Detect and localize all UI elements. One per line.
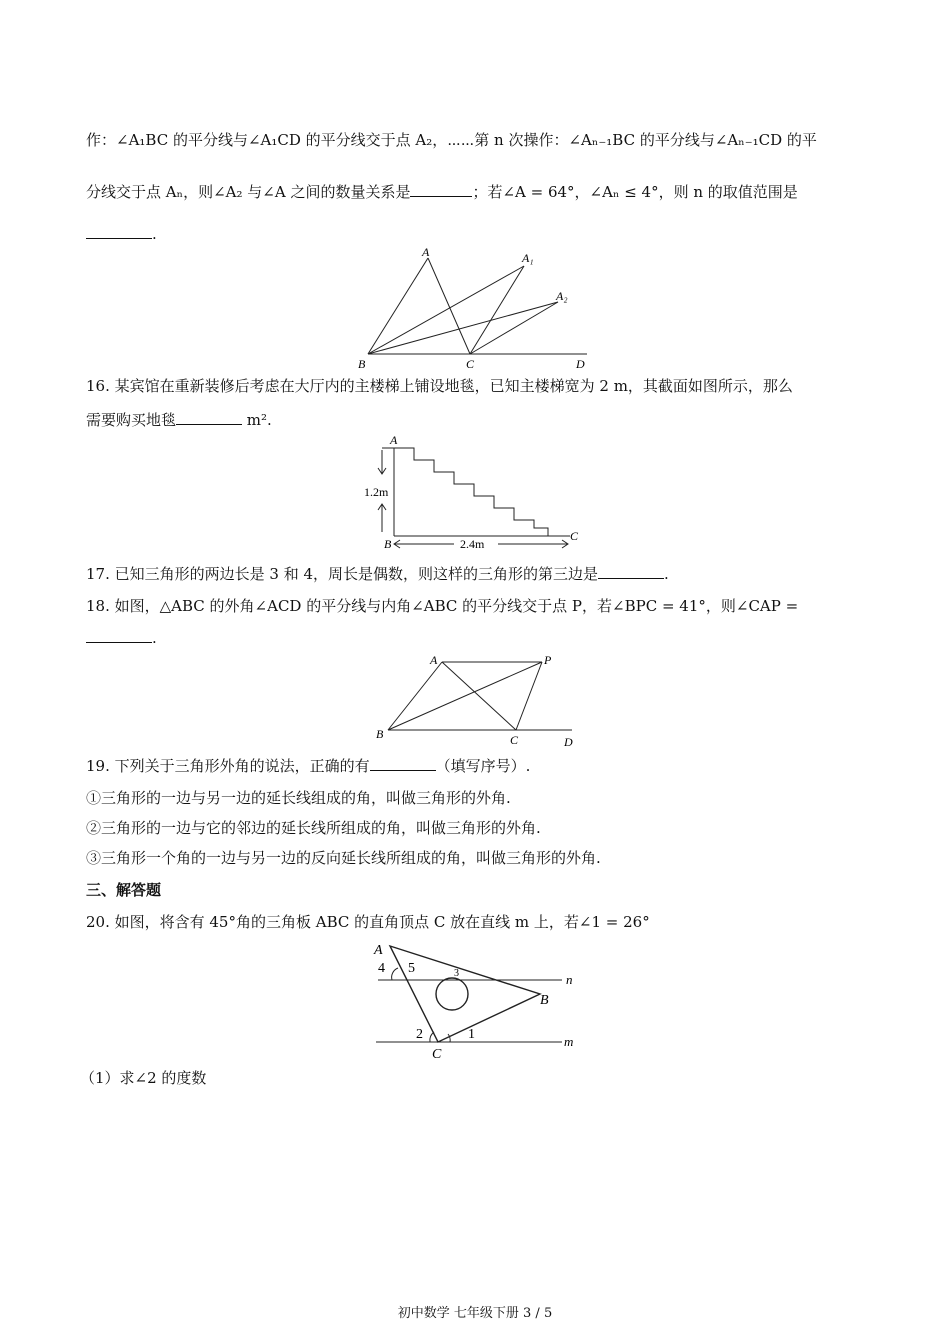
q15-line2 <box>86 182 798 202</box>
q20-label-angle-5: 5 <box>408 961 415 976</box>
q15-blank-1[interactable] <box>410 182 472 197</box>
q20-triangle-hole <box>436 978 468 1010</box>
q17-blank[interactable] <box>598 564 664 579</box>
q18-line2-dot: . <box>152 629 157 647</box>
q16-line1: 16. 某宾馆在重新装修后考虑在大厅内的主楼梯上铺设地毯，已知主楼梯宽为 2 m，其截面如图所示，那么 <box>86 377 793 395</box>
q20-line1: 20. 如图，将含有 45°角的三角板 ABC 的直角顶点 C 放在直线 m 上，若∠1 = 26° <box>86 913 650 931</box>
q20-label-a: A <box>374 943 383 958</box>
q16-line2 <box>86 410 272 430</box>
q20-label-b: B <box>540 993 549 1008</box>
q17-text: 17. 已知三角形的两边长是 3 和 4，周长是偶数，则这样的三角形的第三边是 <box>86 565 599 583</box>
q16-label-b: B <box>384 537 392 551</box>
q15-line-ac <box>428 258 470 354</box>
q15-figure <box>352 244 592 374</box>
q16-label-c: C <box>570 529 579 543</box>
q20-angle-4-arc <box>392 968 398 980</box>
q20-angle-1-arc <box>448 1034 450 1042</box>
q16-label-a: A <box>390 433 398 447</box>
q18-line-bp <box>388 662 542 730</box>
q16-line2-text-a: 需要购买地毯 <box>86 411 177 429</box>
q18-label-d: D <box>564 735 573 749</box>
q19-option-1: ①三角形的一边与另一边的延长线组成的角，叫做三角形的外角. <box>86 789 511 807</box>
q15-label-a1: A₁ <box>522 251 534 265</box>
q20-sub-1: （1）求∠2 的度数 <box>80 1069 207 1087</box>
q20-label-c: C <box>432 1047 442 1062</box>
q15-line2-text-a: 分线交于点 Aₙ，则∠A₂ 与∠A 之间的数量关系是 <box>86 183 411 201</box>
q20-label-angle-4: 4 <box>378 961 385 976</box>
section-3-title: 三、解答题 <box>86 881 162 899</box>
q18-figure <box>372 650 582 749</box>
q15-label-c: C <box>466 357 475 371</box>
q20-label-angle-1: 1 <box>468 1027 475 1042</box>
q16-blank[interactable] <box>176 410 242 425</box>
q17-end: . <box>664 565 669 583</box>
q20-label-angle-2: 2 <box>416 1027 423 1042</box>
q17-line <box>86 564 669 584</box>
q18-blank[interactable] <box>86 628 152 643</box>
q19-option-3: ③三角形一个角的一边与另一边的反向延长线所组成的角，叫做三角形的外角. <box>86 849 601 867</box>
q16-stairs <box>394 448 548 536</box>
q18-label-b: B <box>376 727 384 741</box>
q15-label-b: B <box>358 357 366 371</box>
q15-line-ba1 <box>368 266 524 354</box>
q15-line1: 作：∠A₁BC 的平分线与∠A₁CD 的平分线交于点 A₂，⋯⋯第 n 次操作：∠Aₙ₋₁BC 的平分线与∠Aₙ₋₁CD 的平 <box>86 131 817 149</box>
q18-line2 <box>86 628 157 648</box>
q20-label-n: n <box>566 972 573 987</box>
q15-line3-dot: . <box>152 225 157 243</box>
q19-option-2: ②三角形的一边与它的邻边的延长线所组成的角，叫做三角形的外角. <box>86 819 541 837</box>
q15-line3 <box>86 224 157 244</box>
q16-label-width: 2.4m <box>460 537 485 551</box>
q18-label-a: A <box>430 653 438 667</box>
q15-label-a2: A₂ <box>556 289 568 303</box>
q19-line1 <box>86 756 530 776</box>
q15-label-a: A <box>422 245 430 259</box>
q18-line-ba <box>388 662 442 730</box>
q15-blank-2[interactable] <box>86 224 152 239</box>
q15-line-ca1 <box>470 266 524 354</box>
q18-label-c: C <box>510 733 519 747</box>
q19-text-a: 19. 下列关于三角形外角的说法，正确的有 <box>86 757 370 775</box>
q15-label-d: D <box>576 357 585 371</box>
q16-line2-text-b: m². <box>246 411 272 429</box>
q20-label-angle-3: 3 <box>454 968 459 979</box>
page-footer: 初中数学 七年级下册 3 / 5 <box>397 1306 553 1321</box>
q16-figure <box>362 432 592 552</box>
q20-figure <box>370 936 580 1060</box>
q19-blank[interactable] <box>370 756 436 771</box>
q15-line2-text-b: ；若∠A = 64°，∠Aₙ ≤ 4°，则 n 的取值范围是 <box>472 183 798 201</box>
q18-line1: 18. 如图，△ABC 的外角∠ACD 的平分线与内角∠ABC 的平分线交于点 P，若∠BPC = 41°，则∠CAP = <box>86 597 799 615</box>
q18-label-p: P <box>544 653 552 667</box>
q20-label-m: m <box>564 1034 574 1049</box>
q16-label-height: 1.2m <box>364 485 389 499</box>
q18-line-ac <box>442 662 516 730</box>
q15-line-ca2 <box>470 302 558 354</box>
q19-text-b: （填写序号）. <box>435 757 531 775</box>
q15-line-ba2 <box>368 302 558 354</box>
